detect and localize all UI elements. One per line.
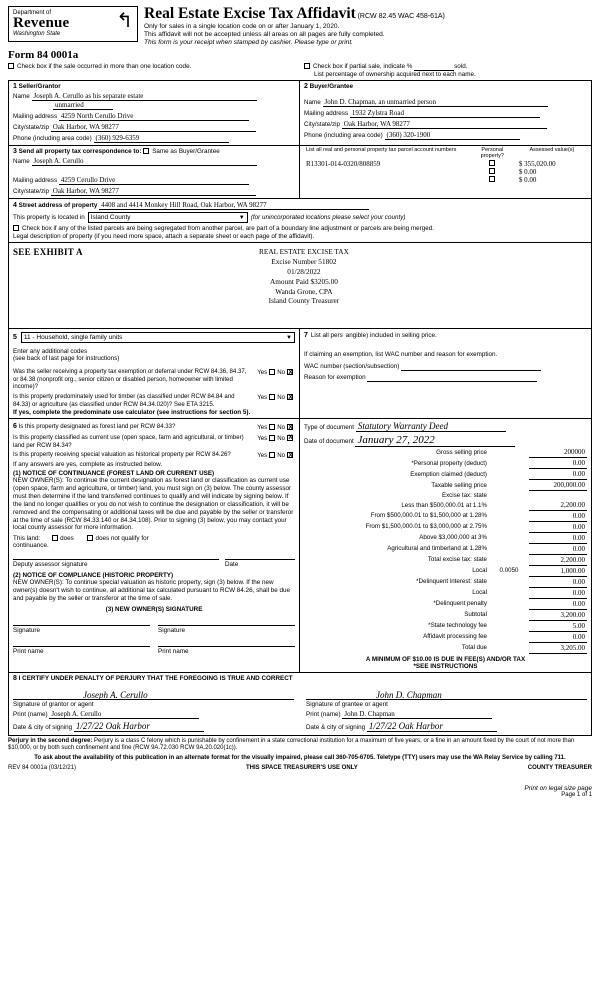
seller-number: 1 (13, 83, 17, 91)
money-label-7: From $1,500,000.01 to $3,000,000 at 2.75% (365, 523, 487, 531)
wac-label: WAC number (section/subsection) (304, 363, 400, 371)
section6-number: 6 (13, 423, 17, 431)
parcel-number-0[interactable]: R13301-014-0320/808859 (306, 159, 381, 168)
assessed-value-1[interactable]: $ 0.00 (518, 167, 537, 176)
section6-q3: Is this property receiving special valuation as historical property per RCW 84.26? (13, 451, 231, 459)
money-label-0: Gross selling price (436, 449, 487, 457)
money-label-10: Total excise tax: state (427, 556, 487, 564)
same-as-buyer-checkbox[interactable] (143, 148, 149, 154)
agency-line1: Department of (13, 10, 52, 16)
subtitle-2: This affidavit will not be accepted unless all areas on all pages are fully completed. (144, 31, 385, 39)
section5-number: 5 (13, 334, 17, 342)
excise-tax-table (304, 447, 587, 654)
table-row (304, 631, 587, 642)
doc-type-value[interactable]: Statutory Warranty Deed (356, 421, 506, 432)
money-value-12[interactable]: 0.00 (529, 576, 587, 587)
table-row (304, 521, 587, 532)
table-row (304, 160, 587, 168)
section4-number: 4 (13, 202, 17, 210)
new-owner-printname-1[interactable]: Print name (13, 646, 150, 655)
table-row (304, 469, 587, 480)
notice1-body: NEW OWNER(S): To continue the current designation as forest land or classification as current use (open space, farm and agriculture, or timber) land, you must sign on (3) below. The county assessor must then determine if the land transferred continues to qualify and will indicate by signing below. If the land no longer qualifies or you do not wish to continue the designation or classification, it will be removed and the compensating or additional taxes will be due and payable by the seller or transferor at the time of sale (RCW 84.33.140 or 84.34.108). Prior to signing (3) below, you may contact your local county assessor for more information. (13, 477, 294, 532)
page-header (8, 6, 592, 46)
money-value-6[interactable]: 0.00 (529, 510, 587, 521)
continuance-label: continuance. (13, 542, 49, 550)
s6-q3-no-checkbox[interactable] (287, 452, 293, 458)
corr-name-value[interactable]: Joseph A. Cerullo (32, 157, 257, 166)
money-label-15: Subtotal (464, 611, 487, 619)
section7-lead2: angible) included in selling price. (345, 332, 437, 340)
assessed-header: Assessed value(s) (529, 147, 575, 154)
buyer-phone-value[interactable]: (360) 320-1900 (385, 131, 520, 140)
grantee-signature-ink[interactable]: John D. Chapman (376, 689, 442, 700)
notice1-title: (1) NOTICE OF CONTINUANCE (FOREST LAND OR CURRENT USE) (13, 470, 215, 478)
q2-yes-checkbox[interactable] (269, 394, 275, 400)
stamp-line-1: Excise Number 51802 (271, 257, 337, 267)
section6-q2: Is this property classified as current use (open space, farm and agricultural, or timber) land per RCW 84.34? (13, 434, 244, 449)
grantor-date-value[interactable]: 1/27/22 Oak Harbor (74, 721, 204, 732)
revision-number: REV 84 0001a (03/12/21) (8, 765, 77, 772)
section8-heading: I CERTIFY UNDER PENALTY OF PERJURY THAT THE FOREGOING IS TRUE AND CORRECT (18, 674, 293, 682)
section6-money-row (9, 418, 591, 672)
minimum-due-note: A MINIMUM OF $10.00 IS DUE IN FEE(S) AND/OR TAX (365, 655, 526, 663)
agency-logo-box (8, 6, 138, 42)
grantor-signature-ink[interactable]: Joseph A. Cerullo (83, 689, 148, 700)
section6-answers-note: If any answers are yes, complete as instructed below. (13, 461, 163, 469)
money-label-4: Excise tax: state (441, 491, 487, 499)
section3-number: 3 (13, 148, 17, 156)
money-label-16: *State technology fee (428, 622, 487, 630)
chevron-down-icon: ▼ (238, 214, 245, 221)
buyer-name-value[interactable]: John D. Chapman, an unmarried person (323, 98, 548, 107)
does-not-label: does not qualify for (95, 535, 149, 543)
grantor-date-label: Date & city of signing (13, 723, 73, 731)
buyer-citystate-label: City/state/zip (304, 121, 341, 129)
doc-date-label: Date of document (304, 438, 354, 446)
section3-row (9, 145, 591, 198)
table-row (304, 510, 587, 521)
table-row (304, 642, 587, 653)
table-row (304, 598, 587, 609)
assessed-value-2[interactable]: $ 0.00 (518, 175, 537, 184)
grantee-date-label: Date & city of signing (306, 723, 366, 731)
rcw-reference: (RCW 82.45 WAC 458-61A) (357, 13, 445, 20)
personal-checkbox-2[interactable] (489, 176, 495, 182)
table-row (304, 491, 587, 500)
deputy-assessor-date-label[interactable]: Date (225, 559, 295, 568)
exemption-label: If claiming an exemption, list WAC number and reason for exemption. (304, 351, 498, 359)
money-label-2: Exemption claimed (deduct) (410, 470, 487, 478)
wac-value[interactable] (401, 362, 541, 371)
parties-row (9, 81, 591, 145)
grantor-print-label: Print (name) (13, 710, 48, 718)
money-label-3: Taxable selling price (431, 481, 487, 489)
corr-citystate-value[interactable]: Oak Harbor, WA 98277 (51, 187, 256, 196)
table-row (304, 168, 587, 176)
table-row (304, 176, 587, 184)
table-row (304, 500, 587, 511)
seller-mailing-value[interactable]: 4259 North Cerullo Drive (59, 112, 249, 121)
s6-q1-yes-checkbox[interactable] (269, 424, 275, 430)
table-row (304, 480, 587, 491)
corr-mailing-label: Mailing address (13, 177, 58, 185)
corr-citystate-label: City/state/zip (13, 188, 50, 196)
table-row (304, 543, 587, 554)
reason-label: Reason for exemption (304, 374, 366, 382)
buyer-phone-label: Phone (including area code) (304, 132, 383, 140)
buyer-citystate-value[interactable]: Oak Harbor, WA 98277 (342, 120, 547, 129)
section8-number: 8 (13, 674, 17, 682)
revenue-swirl-icon: ↰ (116, 10, 133, 32)
q1-yes-checkbox[interactable] (269, 369, 275, 375)
stamp-line-4: Wanda Grone, CPA (275, 286, 333, 296)
table-row (304, 587, 587, 598)
treasurer-stamp (259, 247, 349, 306)
q2-no-checkbox[interactable] (287, 394, 293, 400)
personal-header: Personal property? (480, 147, 504, 160)
parcel-section (300, 146, 591, 198)
page-title: Real Estate Excise Tax Affidavit (144, 5, 356, 22)
stamp-line-2: 01/28/2022 (287, 266, 321, 276)
grantee-signature-label: Signature of grantee or agent (306, 699, 587, 708)
exhibit-text: SEE EXHIBIT A (13, 247, 83, 258)
personal-checkbox-0[interactable] (489, 160, 495, 166)
section5-q2: Is this property predominately used for timber (as classified under RCW 84.84 and 84.33) or agriculture (as classified under RCW 84.34.020)? See ETA 3215. (13, 393, 235, 408)
section6-q1: Is this property designated as forest land per RCW 84.33? (18, 423, 176, 431)
table-row (304, 447, 587, 458)
see-instructions-note: *SEE INSTRUCTIONS (413, 662, 478, 670)
money-value-9[interactable]: 0.00 (529, 543, 587, 554)
does-not-qualify-checkbox[interactable] (87, 535, 93, 541)
money-label-9: Agricultural and timberland at 1.28% (387, 545, 487, 553)
money-value-14[interactable]: 0.00 (529, 598, 587, 609)
grantor-signature-label: Signature of grantor or agent (13, 699, 294, 708)
grantee-print-value[interactable]: John D. Chapman (342, 710, 492, 719)
buyer-number: 2 (304, 83, 308, 91)
money-label-13: Local (472, 589, 487, 597)
perjury-note (8, 738, 592, 753)
county-value: Island County (90, 214, 131, 222)
section5 (9, 329, 300, 418)
seller-section (9, 81, 300, 145)
section5-q1-answer[interactable]: Yes NoX (257, 368, 295, 391)
legal-description-note: Legal description of property (if you need more space, attach a separate sheet or each page of the affidavit). (13, 233, 315, 241)
table-row (304, 620, 587, 631)
table-row (304, 565, 587, 576)
q1-no-checkbox[interactable] (287, 369, 293, 375)
money-value-15[interactable]: 3,200.00 (529, 609, 587, 620)
same-as-buyer-label: Same as Buyer/Grantee (152, 148, 220, 156)
perjury-title: Perjury in the second degree: (8, 737, 93, 744)
enter-codes-label: Enter any additional codes (13, 348, 88, 356)
county-treasurer-label: COUNTY TREASURER (527, 765, 592, 772)
grantee-print-label: Print (name) (306, 710, 341, 718)
money-value-11[interactable]: 1,000.00 (529, 565, 587, 576)
parcel-table (304, 148, 587, 184)
s6-q2-yes-checkbox[interactable] (269, 435, 275, 441)
money-value-18[interactable]: 3,205.00 (529, 642, 587, 653)
section5-q2-answer[interactable]: Yes NoX (257, 393, 295, 408)
table-row (304, 609, 587, 620)
stamp-line-3: Amount Paid $3205.00 (269, 276, 338, 286)
table-row (304, 458, 587, 469)
does-label: does (60, 535, 74, 543)
s6-q2-no-checkbox[interactable] (287, 435, 293, 441)
stamp-line-0: REAL ESTATE EXCISE TAX (259, 247, 349, 257)
buyer-mailing-value[interactable]: 1932 Zylstra Road (350, 109, 540, 118)
section8 (9, 672, 591, 735)
segregated-label: Check box if any of the listed parcels are being segregated from another parcel, are part of a boundary line adjustment or parcels are being merged. (22, 225, 434, 233)
money-value-17[interactable]: 0.00 (529, 631, 587, 642)
buyer-name-label: Name (304, 99, 321, 107)
perjury-body: Perjury is a class C felony which is punishable by confinement in a state correctional institution for a maximum of five years, or a fine in an amount fixed by the court of not more than $10,000, or by both such confinement and fine (RCW 9A.72.030 RCW 9A.20.020(1c)). (8, 737, 575, 752)
money-value-2[interactable]: 0.00 (529, 469, 587, 480)
money-label-5: Less than $500,000.01 at 1.1% (401, 501, 487, 509)
money-value-3[interactable]: 200,000.00 (529, 480, 587, 491)
money-section (300, 419, 591, 672)
s6-q3-yes-checkbox[interactable] (269, 452, 275, 458)
doc-date-value[interactable]: January 27, 2022 (355, 434, 515, 447)
money-label-11: Local (472, 567, 487, 575)
section4 (9, 198, 591, 242)
buyer-heading: Buyer/Grantee (309, 83, 354, 91)
money-label-8: Above $3,000,000 at 3% (419, 534, 487, 542)
money-value-16[interactable]: 5.00 (529, 620, 587, 631)
seller-mailing-label: Mailing address (13, 113, 58, 121)
property-address-value[interactable]: 4408 and 4414 Monkey Hill Road, Oak Harbor, WA 98277 (99, 201, 369, 210)
page-indicator: Page 1 of 1 (561, 792, 592, 799)
corr-mailing-value[interactable]: 4259 Cerullo Drive (59, 176, 249, 185)
print-legal-note: Print on legal size page (524, 785, 592, 793)
footer-bar (8, 765, 592, 771)
segregated-checkbox[interactable] (13, 225, 19, 231)
seller-citystate-value[interactable]: Oak Harbor, WA 98277 (51, 123, 256, 132)
assessed-value-0[interactable]: $ 355,020.00 (518, 159, 556, 168)
seller-heading: Seller/Grantor (18, 83, 61, 91)
money-label-14: *Delinquent penalty (433, 600, 487, 608)
money-label-12: *Delinquent interest: state (416, 578, 487, 586)
section7 (300, 329, 591, 418)
form-body (8, 80, 592, 736)
agency-state: Washington State (13, 31, 61, 37)
new-owner-printname-2[interactable]: Print name (158, 646, 295, 655)
table-row (304, 532, 587, 543)
money-value-10[interactable]: 2,200.00 (529, 554, 587, 565)
money-value-5[interactable]: 2,200.00 (529, 500, 587, 511)
treasurer-use-label: THIS SPACE TREASURER'S USE ONLY (246, 765, 358, 772)
personal-checkbox-1[interactable] (489, 168, 495, 174)
new-owner-signature-2[interactable]: Signature (158, 625, 295, 634)
money-value-8[interactable]: 0.00 (529, 532, 587, 543)
multi-location-checkbox[interactable] (8, 63, 14, 69)
money-label-6: From $500,000.01 to $1,500,000 at 1.28% (370, 512, 487, 520)
parcel-header: List all real and personal property tax parcel account numbers (306, 147, 457, 154)
partial-sale-tail: sold. (454, 63, 468, 71)
county-select[interactable] (88, 212, 248, 223)
use-code-select[interactable] (21, 332, 295, 343)
notice3-title: (3) NEW OWNER(S) SIGNATURE (105, 605, 203, 613)
title-block (144, 6, 592, 46)
grantor-print-value[interactable]: Joseph A. Cerullo (49, 710, 199, 719)
partial-sale-note: List percentage of ownership acquired next to each name. (314, 71, 476, 79)
new-owner-signature-1[interactable]: Signature (13, 625, 150, 634)
county-note: (for unincorporated locations please select your county) (250, 214, 406, 222)
section6: 6 Is this property designated as forest land per RCW 84.33? Yes NoX Is this property classified as current use (open space, farm and agricultural, or timber) land per RCW 84.34? Yes NoX Is this property receiving special valuation as historical property per RCW 84.26? Yes NoX If any answers are yes, complete as instructed below. (1) NOTICE OF CONTINUANCE (FOREST LAND OR CURRENT USE) NEW OWNER(S): To continue the current designation as forest land or classification as current use (open space, farm and agriculture, or timber) land, you must sign on (3) below. The county assessor must then determine if the land transferred continues to qualify and will indicate by signing below. If the land no longer qualifies or you do not wish to continue the designation or classification, it will be removed and the compensating or additional taxes will be due and payable by the seller or transferor at the time of sale (RCW 84.33.140 or 84.34.108). Prior to signing (3) below, you may contact your local county assessor for more information. This land: does does not qualify for continuance. Deputy assessor signature Date (2) NOTICE OF COMPLIANCE (HISTORIC PROPERTY) NEW OWNER(S): To continue special valuation as historic property, sign (3) below. If the new owner(s) doesn't wish to continue, all additional tax calculated pursuant to RCW 84.26, shall be due and payable by the seller or transferor at the time of sale. (3) NEW OWNER(S) SIGNATURE Signature Signature Print name Print name (9, 419, 300, 672)
corr-name-label: Name (13, 158, 30, 166)
see-back-label: (see back of last page for instructions) (13, 355, 120, 363)
notice2-title: (2) NOTICE OF COMPLIANCE (HISTORIC PROPERTY) (13, 572, 174, 580)
money-value-1[interactable]: 0.00 (529, 458, 587, 469)
money-rate-11: 0.0050 (499, 567, 519, 575)
notice2-body: NEW OWNER(S): To continue special valuation as historic property, sign (3) below. If the new owner(s) doesn't wish to continue, all additional tax calculated pursuant to RCW 84.26, shall be due and payable by the seller or transferor at the time of sale. (13, 579, 291, 603)
section7-number: 7 (304, 332, 308, 340)
subtitle-3: This form is your receipt when stamped by cashier. Please type or print. (144, 39, 354, 47)
seller-phone-label: Phone (including area code) (13, 135, 92, 143)
multi-location-label: Check box if the sale occurred in more than one location code. (17, 63, 192, 71)
section4-heading: Street address of property (18, 202, 98, 210)
deputy-assessor-signature-label[interactable]: Deputy assessor signature (13, 559, 219, 568)
seller-name-value[interactable]: Joseph A. Cerullo as his separate estate (32, 92, 257, 101)
seller-phone-value[interactable]: (360) 929-6359 (94, 134, 229, 143)
section3-heading: Send all property tax correspondence to: (18, 148, 142, 156)
partial-sale-label: Check box if partial sale, indicate % (313, 63, 413, 71)
grantee-date-value[interactable]: 1/27/22 Oak Harbor (367, 721, 497, 732)
partial-sale-checkbox[interactable] (304, 63, 310, 69)
section5-7-row (9, 328, 591, 418)
agency-name: Revenue (13, 15, 70, 31)
s6-q1-no-checkbox[interactable] (287, 424, 293, 430)
form-number: Form 84 0001a (8, 49, 79, 62)
use-code-value: 11 - Household, single family units (23, 334, 123, 342)
money-label-17: Affidavit processing fee (423, 633, 487, 641)
does-qualify-checkbox[interactable] (52, 535, 58, 541)
money-value-0[interactable]: 200000 (529, 447, 587, 458)
availability-note: To ask about the availability of this publication in an alternate format for the visually impaired, please call 360-705-6705. Teletype (TTY) users may use the WA Relay Service by calling 711. (34, 754, 566, 761)
reason-value[interactable] (367, 373, 537, 382)
correspondence-section (9, 146, 300, 198)
chevron-down-icon: ▼ (286, 334, 292, 341)
money-value-13[interactable]: 0.00 (529, 587, 587, 598)
section5-q1: Was the seller receiving a property tax exemption or deferral under RCW 84.36, 84.37, or 84.38 (nonprofit org., senior citizen or disabled person, homeowner with limited income)? (13, 368, 247, 391)
legal-description-box[interactable] (9, 242, 591, 328)
table-row (304, 554, 587, 565)
subtitle-1: Only for sales in a single location code on or after January 1, 2020. (144, 23, 340, 31)
stamp-line-5: Island County Treasurer (268, 296, 340, 306)
seller-citystate-label: City/state/zip (13, 124, 50, 132)
parcel-number-2[interactable] (304, 176, 468, 184)
section7-lead: List all pers (310, 332, 343, 340)
parcel-number-1[interactable] (304, 168, 468, 176)
table-row (304, 576, 587, 587)
buyer-mailing-label: Mailing address (304, 110, 349, 118)
buyer-section (300, 81, 591, 145)
section5-q2-note: If yes, complete the predominate use calculator (see instructions for section 5). (13, 409, 251, 417)
money-label-1: *Personal property (deduct) (411, 459, 487, 467)
doc-type-label: Type of document (304, 424, 355, 432)
money-label-18: Total due (461, 644, 487, 652)
seller-name-value2[interactable]: unmarried (53, 101, 113, 110)
located-label: This property is located in (13, 214, 85, 222)
this-land-label: This land: (13, 535, 41, 543)
money-value-7[interactable]: 0.00 (529, 521, 587, 532)
seller-name-label: Name (13, 93, 30, 101)
